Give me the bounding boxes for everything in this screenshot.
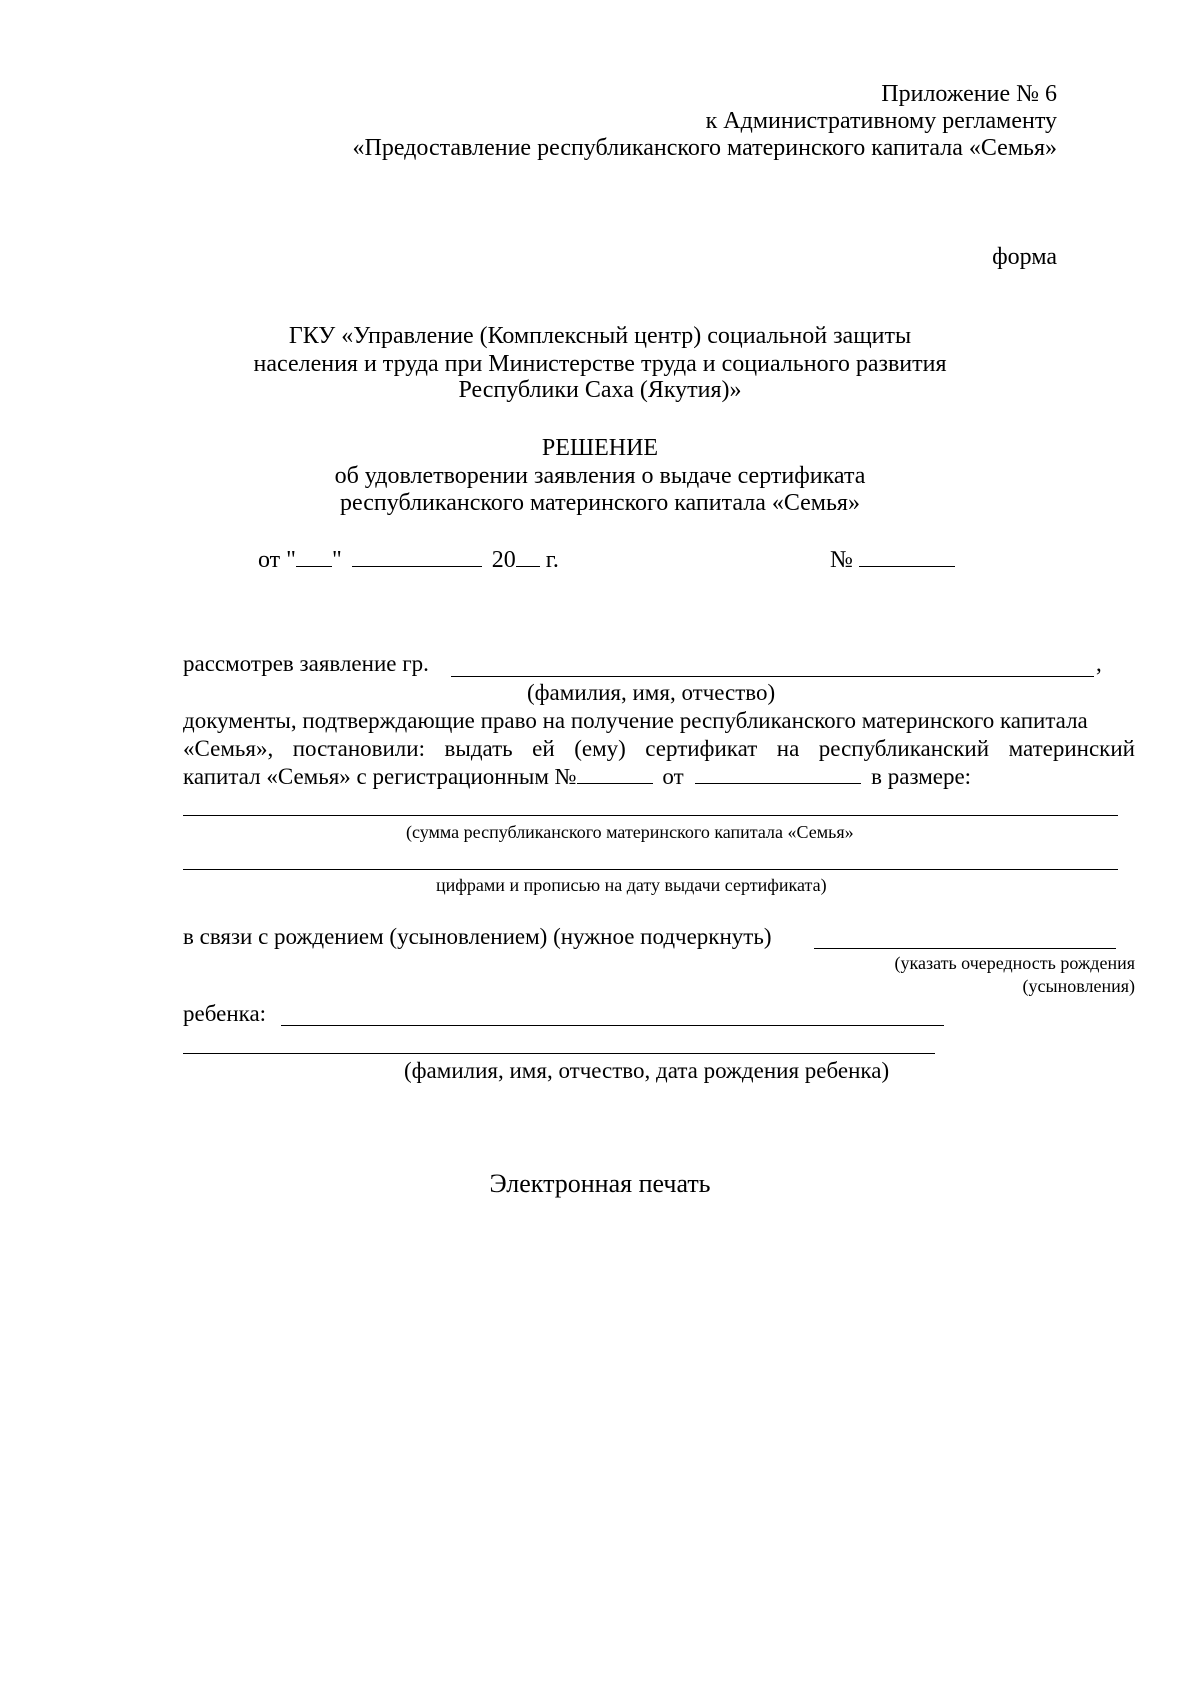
comma: , bbox=[1096, 651, 1102, 676]
regulation-title: «Предоставление республиканского материнского капитала «Семья» bbox=[352, 135, 1057, 161]
birth-caption-1: (указать очередность рождения bbox=[894, 953, 1135, 973]
decision-subtitle-1: об удовлетворении заявления о выдаче сертификата bbox=[334, 463, 866, 489]
number-label: № bbox=[830, 547, 853, 573]
paragraph-line-2 bbox=[183, 735, 1135, 763]
word: материнский bbox=[1008, 736, 1135, 761]
word: на bbox=[776, 736, 800, 761]
fio-caption: (фамилия, имя, отчество) bbox=[527, 680, 776, 705]
year-field[interactable] bbox=[516, 546, 540, 567]
registration-number-field[interactable] bbox=[577, 763, 653, 784]
word: сертификат bbox=[645, 736, 758, 761]
date-line bbox=[258, 546, 559, 574]
date-quote-close: " bbox=[331, 547, 342, 573]
year-suffix: г. bbox=[545, 547, 559, 573]
birth-caption-2: (усыновления) bbox=[1022, 976, 1135, 996]
child-caption: (фамилия, имя, отчество, дата рождения ребенка) bbox=[404, 1058, 890, 1083]
day-field[interactable] bbox=[296, 546, 332, 567]
decision-title: РЕШЕНИЕ bbox=[541, 435, 659, 461]
word: выдать bbox=[444, 736, 513, 761]
registration-date-field[interactable] bbox=[695, 763, 861, 784]
birth-label: в связи с рождением (усыновлением) (нужное подчеркнуть) bbox=[183, 924, 772, 949]
word: постановили: bbox=[292, 736, 425, 761]
considered-label: рассмотрев заявление гр. bbox=[183, 651, 429, 676]
sum-caption-1: (сумма республиканского материнского капитала «Семья» bbox=[406, 822, 854, 842]
electronic-seal: Электронная печать bbox=[489, 1169, 711, 1198]
child-name-field-2[interactable] bbox=[183, 1053, 935, 1054]
birth-order-field[interactable] bbox=[814, 948, 1116, 949]
word: республиканский bbox=[818, 736, 990, 761]
sum-line-1[interactable] bbox=[183, 815, 1118, 816]
org-line-2: населения и труда при Министерстве труда и социального развития bbox=[253, 351, 947, 377]
paragraph-line-1: документы, подтверждающие право на получение республиканского материнского капитала bbox=[183, 708, 1088, 733]
year-prefix: 20 bbox=[491, 547, 516, 573]
applicant-name-field[interactable] bbox=[451, 676, 1094, 677]
appendix-number: Приложение № 6 bbox=[881, 81, 1057, 107]
word: (ему) bbox=[574, 736, 626, 761]
appendix-reference: к Административному регламенту bbox=[705, 108, 1057, 134]
sum-line-2[interactable] bbox=[183, 869, 1118, 870]
word: «Семья», bbox=[183, 736, 274, 761]
form-label: форма bbox=[992, 244, 1057, 270]
paragraph-line-3 bbox=[183, 763, 971, 791]
decision-number-field[interactable] bbox=[859, 546, 955, 567]
from-label: от bbox=[662, 764, 684, 789]
date-from-label: от " bbox=[258, 547, 296, 573]
decision-number-line bbox=[830, 546, 955, 574]
child-label: ребенка: bbox=[183, 1001, 267, 1026]
month-field[interactable] bbox=[352, 546, 482, 567]
registration-number-label: капитал «Семья» с регистрационным № bbox=[183, 764, 577, 789]
org-line-1: ГКУ «Управление (Комплексный центр) социальной защиты bbox=[288, 323, 912, 349]
decision-subtitle-2: республиканского материнского капитала «Семья» bbox=[340, 490, 860, 516]
child-name-field[interactable] bbox=[281, 1025, 944, 1026]
sum-caption-2: цифрами и прописью на дату выдачи сертификата) bbox=[436, 875, 827, 895]
word: ей bbox=[532, 736, 555, 761]
amount-label: в размере: bbox=[871, 764, 972, 789]
org-line-3: Республики Саха (Якутия)» bbox=[458, 377, 742, 403]
